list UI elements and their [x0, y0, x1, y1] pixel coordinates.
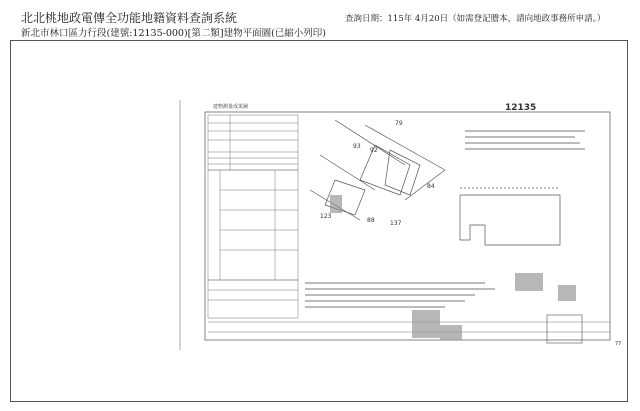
lot-number: 93: [353, 143, 361, 150]
lot-number: 84: [427, 183, 435, 190]
lot-number: 137: [390, 220, 402, 227]
lot-number: 88: [367, 217, 375, 224]
query-date: 查詢日期：115年 4月20日（如需登記謄本，請向地政事務所申請。）: [345, 14, 606, 24]
building-number: 12135: [505, 103, 537, 113]
document-subtitle: 新北市林口區力行段(建號:12135-000)[第二類]建物平面圖(已縮小列印): [21, 28, 327, 39]
doc-heading: 建物測量成果圖: [213, 104, 249, 110]
lot-number: 79: [395, 120, 403, 127]
system-title: 北北桃地政電傳全功能地籍資料查詢系統: [21, 11, 238, 25]
lot-number: 92: [370, 147, 378, 154]
page-mark: 77: [615, 341, 622, 347]
building-plan-scan: [175, 90, 630, 360]
lot-number: 123: [320, 213, 332, 220]
